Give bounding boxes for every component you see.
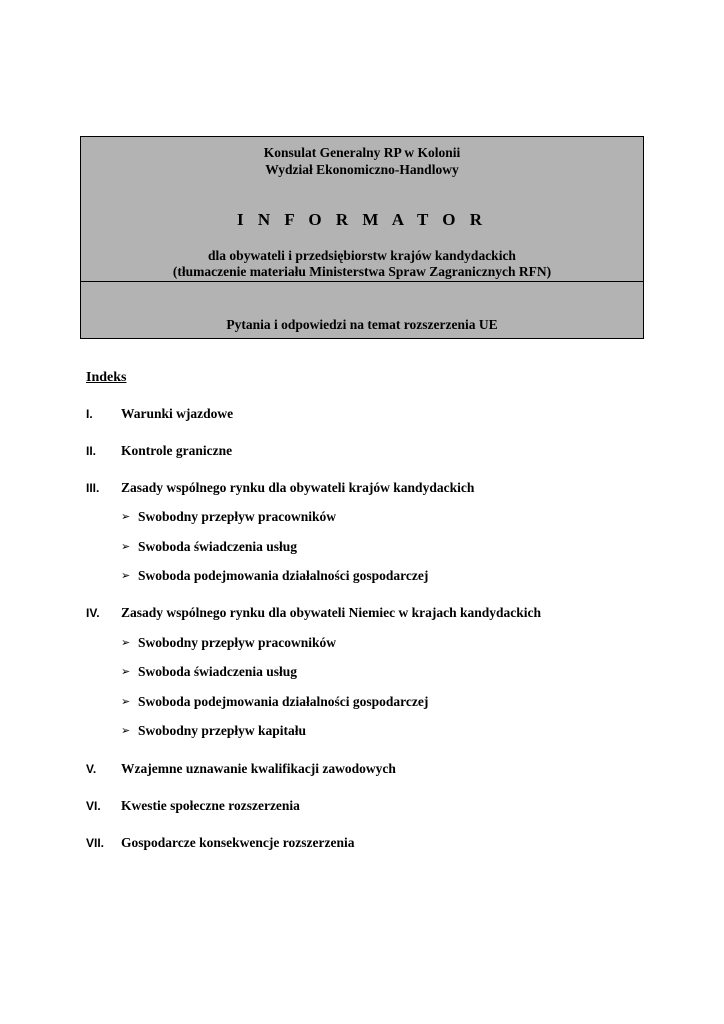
- entry-title: Zasady wspólnego rynku dla obywateli Niemiec w krajach kandydackich: [121, 605, 542, 620]
- entry-number: III.: [86, 481, 100, 495]
- entry-number: VII.: [86, 836, 105, 850]
- entry-number: IV.: [86, 606, 100, 620]
- entry-title: Kontrole graniczne: [121, 443, 233, 458]
- audience-subtitle: dla obywateli i przedsiębiorstw krajów kandydackich: [208, 248, 516, 263]
- consulate-name: Konsulat Generalny RP w Kolonii: [263, 145, 461, 160]
- index-title: Indeks: [86, 370, 127, 385]
- arrow-bullet-icon: ➢: [121, 540, 131, 553]
- entry-number: I.: [86, 407, 93, 421]
- arrow-bullet-icon: ➢: [121, 636, 131, 649]
- entry-number: VI.: [86, 799, 101, 813]
- subentry-title: Swoboda świadczenia usług: [138, 664, 298, 679]
- department-name: Wydział Ekonomiczno-Handlowy: [265, 162, 459, 177]
- subentry-title: Swoboda podejmowania działalności gospodarczej: [138, 694, 429, 709]
- entry-title: Gospodarcze konsekwencje rozszerzenia: [121, 835, 355, 850]
- header-divider: [81, 281, 643, 282]
- translation-note: (tłumaczenie materiału Ministerstwa Spraw Zagranicznych RFN): [172, 264, 552, 279]
- entry-title: Wzajemne uznawanie kwalifikacji zawodowych: [121, 761, 396, 776]
- arrow-bullet-icon: ➢: [121, 510, 131, 523]
- arrow-bullet-icon: ➢: [121, 665, 131, 678]
- subentry-title: Swobodny przepływ pracowników: [138, 635, 337, 650]
- entry-title: Kwestie społeczne rozszerzenia: [121, 798, 300, 813]
- subentry-title: Swobodny przepływ kapitału: [138, 723, 307, 738]
- arrow-bullet-icon: ➢: [121, 695, 131, 708]
- entry-title: Warunki wjazdowe: [121, 406, 234, 421]
- document-topic: Pytania i odpowiedzi na temat rozszerzenia UE: [226, 317, 498, 332]
- subentry-title: Swobodny przepływ pracowników: [138, 509, 337, 524]
- entry-number: V.: [86, 762, 97, 776]
- entry-title: Zasady wspólnego rynku dla obywateli krajów kandydackich: [121, 480, 475, 495]
- header-box: [80, 136, 644, 339]
- subentry-title: Swoboda świadczenia usług: [138, 539, 298, 554]
- subentry-title: Swoboda podejmowania działalności gospodarczej: [138, 568, 429, 583]
- arrow-bullet-icon: ➢: [121, 724, 131, 737]
- entry-number: II.: [86, 444, 97, 458]
- arrow-bullet-icon: ➢: [121, 569, 131, 582]
- document-title: I N F O R M A T O R: [236, 210, 488, 229]
